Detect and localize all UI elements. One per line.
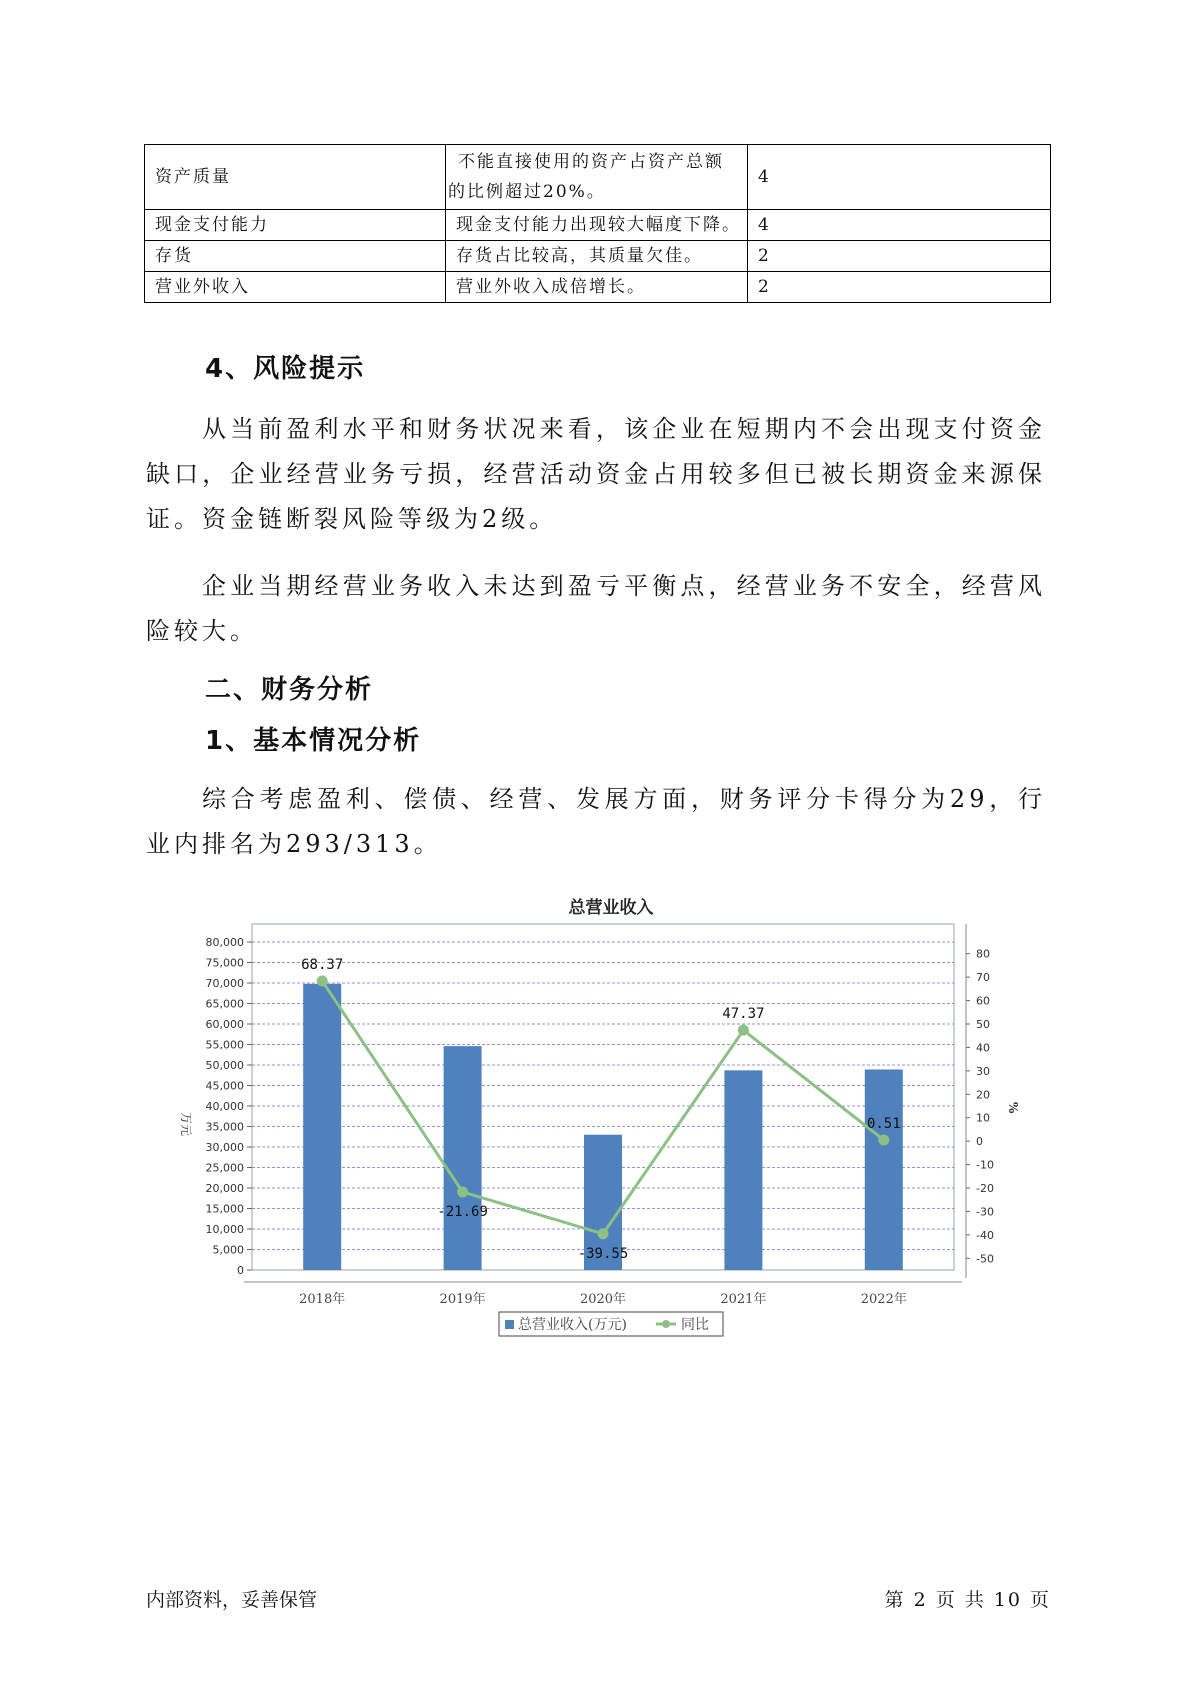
table-row (145, 210, 1051, 241)
table-cell-item: 存货 (145, 241, 446, 272)
y-tick-label: 5,000 (212, 1243, 244, 1257)
section-heading-risk: 4、风险提示 (205, 354, 366, 384)
table-cell-desc: 营业外收入成倍增长。 (446, 272, 748, 303)
x-tick-label: 2018年 (299, 1292, 346, 1307)
y2-tick-label: -50 (976, 1252, 994, 1266)
y2-tick-label: -30 (976, 1205, 994, 1219)
y2-tick-label: 30 (976, 1064, 990, 1078)
y-tick-label: 50,000 (205, 1059, 244, 1072)
y-tick-label: 80,000 (205, 936, 244, 949)
x-tick-label: 2022年 (860, 1292, 907, 1307)
yoy-point-5 (878, 1134, 889, 1145)
yoy-data-label: 68.37 (301, 956, 344, 973)
yoy-point-4 (738, 1025, 749, 1036)
table-cell-desc: 现金支付能力出现较大幅度下降。 (446, 210, 748, 241)
y2-tick-label: 10 (976, 1111, 990, 1125)
x-tick-label: 2019年 (439, 1292, 486, 1307)
y-tick-label: 70,000 (205, 977, 244, 990)
footer-page-number: 第 2 页 共 10 页 (884, 1589, 1051, 1611)
table-cell-item: 资产质量 (145, 145, 446, 210)
table-cell-score: 2 (748, 241, 1051, 272)
table-row (145, 145, 1051, 210)
table-cell-item: 现金支付能力 (145, 210, 446, 241)
bar-1 (303, 984, 341, 1270)
subsection-heading-basic: 1、基本情况分析 (205, 726, 422, 756)
risk-paragraph-1: 从当前盈利水平和财务状况来看，该企业在短期内不会出现支付资金缺口，企业经营业务亏损，经营活动资金占用较多但已被长期资金来源保证。资金链断裂风险等级为2级。 (146, 415, 1046, 533)
footer-confidential: 内部资料，妥善保管 (146, 1589, 318, 1611)
yoy-data-label: 0.51 (866, 1115, 901, 1132)
y2-tick-label: 20 (976, 1088, 990, 1102)
x-tick-label: 2021年 (720, 1292, 767, 1307)
legend-swatch-bar (505, 1320, 514, 1329)
y-tick-label: 65,000 (205, 997, 244, 1011)
y-tick-label: 25,000 (205, 1161, 244, 1175)
table-cell-item: 营业外收入 (145, 272, 446, 303)
finance-paragraph: 综合考虑盈利、偿债、经营、发展方面，财务评分卡得分为29，行业内排名为293/313。 (146, 785, 1046, 858)
y-tick-label: 55,000 (205, 1038, 244, 1052)
chart-title: 总营业收入 (568, 898, 654, 918)
table-cell-desc: 不能直接使用的资产占资产总额的比例超过20%。 (446, 145, 748, 210)
yoy-data-label: -21.69 (437, 1203, 488, 1220)
yoy-point-1 (317, 975, 328, 986)
y2-tick-label: -10 (976, 1158, 994, 1172)
y-tick-label: 30,000 (205, 1141, 244, 1154)
table-cell-score: 2 (748, 272, 1051, 303)
y-tick-label: 15,000 (205, 1202, 244, 1216)
y2-tick-label: 70 (976, 971, 990, 985)
y-tick-label: 35,000 (205, 1120, 244, 1134)
x-tick-label: 2020年 (579, 1292, 627, 1307)
y-tick-label: 10,000 (205, 1223, 244, 1236)
risk-indicator-table (144, 144, 1051, 303)
y-tick-label: 60,000 (205, 1018, 244, 1031)
legend-label-revenue: 总营业收入(万元) (518, 1317, 627, 1333)
y2-tick-label: -20 (976, 1182, 994, 1195)
y2-axis-label: % (1006, 1102, 1020, 1114)
y2-tick-label: 80 (976, 947, 990, 961)
yoy-data-label: -39.55 (577, 1245, 629, 1262)
y2-tick-label: -40 (976, 1228, 994, 1242)
bar-2 (444, 1046, 482, 1270)
risk-paragraph-2: 企业当期经营业务收入未达到盈亏平衡点，经营业务不安全，经营风险较大。 (146, 572, 1046, 645)
table-row (145, 272, 1051, 303)
yoy-point-2 (457, 1186, 468, 1197)
table-cell-score: 4 (748, 210, 1051, 241)
revenue-chart (170, 890, 1020, 1355)
legend-swatch-point (662, 1320, 670, 1328)
y2-tick-label: 60 (976, 994, 990, 1008)
y-tick-label: 0 (237, 1264, 244, 1277)
y2-tick-label: 50 (976, 1018, 990, 1031)
y2-tick-label: 0 (976, 1135, 983, 1149)
table-row (145, 241, 1051, 272)
yoy-data-label: 47.37 (722, 1006, 765, 1023)
y-tick-label: 40,000 (205, 1100, 244, 1113)
y-tick-label: 45,000 (205, 1079, 244, 1093)
y-tick-label: 75,000 (205, 956, 244, 970)
bar-4 (724, 1070, 762, 1270)
table-cell-desc: 存货占比较高，其质量欠佳。 (446, 241, 748, 272)
y2-tick-label: 40 (976, 1041, 990, 1055)
yoy-point-3 (598, 1228, 609, 1239)
legend-label-yoy: 同比 (681, 1317, 709, 1333)
section-heading-finance: 二、财务分析 (205, 675, 374, 705)
y-axis-label: 万元 (179, 1112, 193, 1137)
bar-5 (865, 1070, 903, 1270)
table-cell-score: 4 (748, 145, 1051, 210)
y-tick-label: 20,000 (205, 1182, 244, 1195)
